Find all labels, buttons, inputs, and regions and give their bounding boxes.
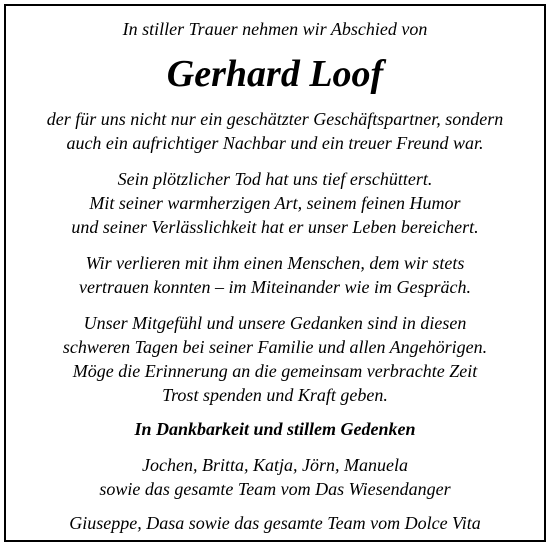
closing-text: In Dankbarkeit und stillem Gedenken [134,419,416,439]
paragraph2-line1: Sein plötzlicher Tod hat uns tief erschüttert. [117,169,433,189]
paragraph1-line1: der für uns nicht nur ein geschätzter Geschäftspartner, sondern [46,109,504,129]
intro-text: In stiller Trauer nehmen wir Abschied von [122,19,428,39]
paragraph4-line3: Möge die Erinnerung an die gemeinsam verbrachte Zeit [72,361,478,381]
paragraph4-line1: Unser Mitgefühl und unsere Gedanken sind in diesen [83,313,467,333]
paragraph2-line2: Mit seiner warmherzigen Art, seinem feinen Humor [89,193,461,213]
signers2-line: Giuseppe, Dasa sowie das gesamte Team vom Dolce Vita [69,513,481,533]
paragraph4-line2: schweren Tagen bei seiner Familie und allen Angehörigen. [62,337,488,357]
deceased-name: Gerhard Loof [166,53,384,95]
paragraph1-line2: auch ein aufrichtiger Nachbar und ein treuer Freund war. [66,133,484,153]
signers1-line1: Jochen, Britta, Katja, Jörn, Manuela [142,455,408,475]
paragraph2-line3: und seiner Verlässlichkeit hat er unser Leben bereichert. [71,217,479,237]
paragraph4-line4: Trost spenden und Kraft geben. [162,385,388,405]
paragraph3-line2: vertrauen konnten – im Miteinander wie im Gespräch. [79,277,471,297]
paragraph3-line1: Wir verlieren mit ihm einen Menschen, dem wir stets [85,253,465,273]
signers1-line2: sowie das gesamte Team vom Das Wiesendanger [99,479,451,499]
